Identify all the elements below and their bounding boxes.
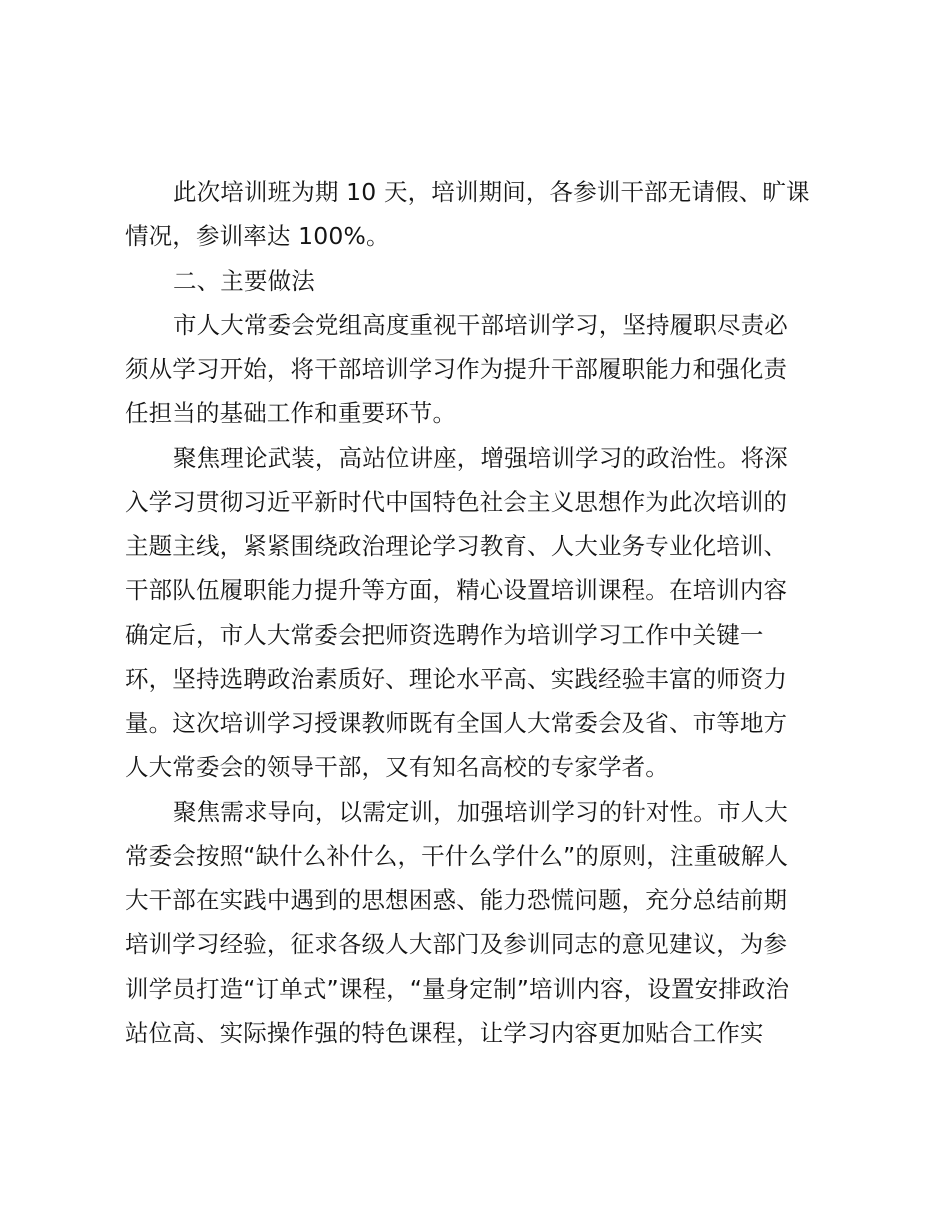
text-line: 大干部在实践中遇到的思想困惑、能力恐慌问题，充分总结前期 bbox=[125, 886, 788, 914]
text-line: 此次培训班为期 10 天，培训期间，各参训干部无请假、旷课 bbox=[173, 178, 810, 206]
document-body bbox=[125, 170, 825, 1055]
text-line: 聚焦需求导向，以需定训，加强培训学习的针对性。市人大 bbox=[173, 797, 788, 826]
text-line: 人大常委会的领导干部，又有知名高校的专家学者。 bbox=[125, 753, 669, 782]
text-line: 聚焦理论武装，高站位讲座，增强培训学习的政治性。将深 bbox=[173, 443, 788, 472]
text-line: 常委会按照“缺什么补什么，干什么学什么”的原则，注重破解人 bbox=[125, 841, 789, 870]
text-line: 干部队伍履职能力提升等方面，精心设置培训课程。在培训内容 bbox=[125, 576, 788, 605]
section-heading: 二、主要做法 bbox=[173, 266, 315, 295]
text-line: 培训学习经验，征求各级人大部门及参训同志的意见建议，为参 bbox=[125, 930, 788, 959]
text-line: 市人大常委会党组高度重视干部培训学习，坚持履职尽责必 bbox=[173, 310, 788, 339]
text-line: 训学员打造“订单式”课程，“量身定制”培训内容，设置安排政治 bbox=[125, 974, 790, 1003]
text-line: 量。这次培训学习授课教师既有全国人大常委会及省、市等地方 bbox=[125, 709, 788, 737]
text-line: 情况，参训率达 100%。 bbox=[125, 222, 390, 251]
text-line: 站位高、实际操作强的特色课程，让学习内容更加贴合工作实 bbox=[125, 1018, 764, 1047]
text-line: 须从学习开始，将干部培训学习作为提升干部履职能力和强化责 bbox=[125, 355, 788, 383]
text-line: 环，坚持选聘政治素质好、理论水平高、实践经验丰富的师资力 bbox=[125, 664, 788, 693]
text-line: 主题主线，紧紧围绕政治理论学习教育、人大业务专业化培训、 bbox=[125, 532, 788, 560]
text-line: 确定后，市人大常委会把师资选聘作为培训学习工作中关键一 bbox=[125, 620, 764, 649]
text-line: 任担当的基础工作和重要环节。 bbox=[125, 399, 457, 428]
text-line: 入学习贯彻习近平新时代中国特色社会主义思想作为此次培训的 bbox=[125, 487, 788, 516]
